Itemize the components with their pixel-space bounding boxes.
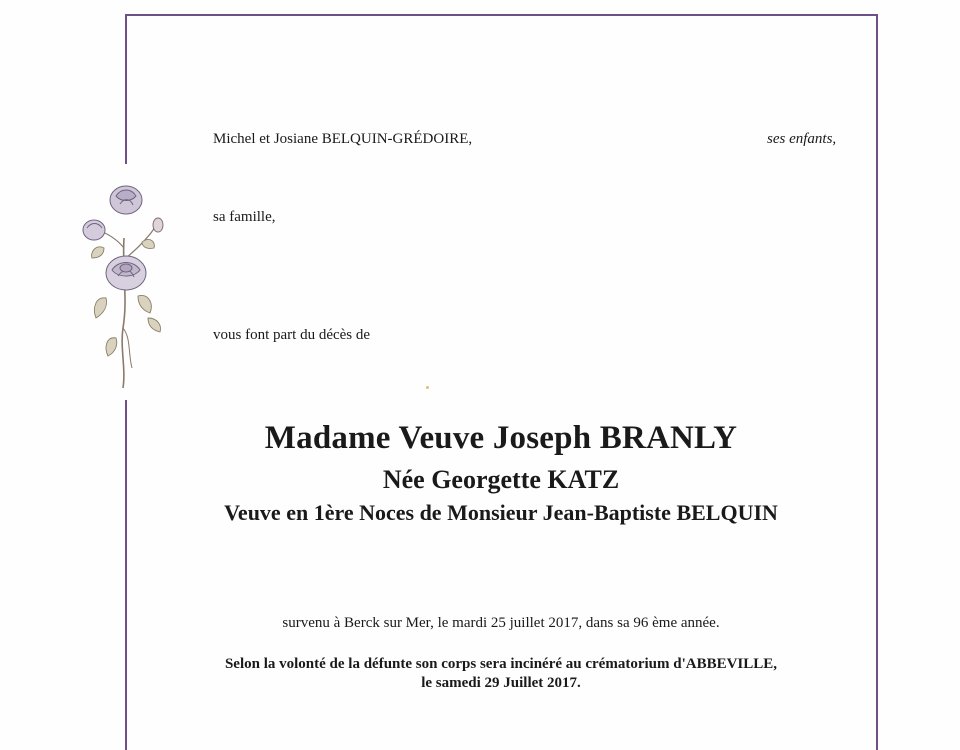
frame-right-border bbox=[876, 14, 878, 750]
cremation-notice bbox=[125, 655, 877, 693]
frame-left-border-upper bbox=[125, 14, 127, 164]
cremation-line-2: le samedi 29 Juillet 2017. bbox=[421, 675, 581, 691]
birth-name: Née Georgette KATZ bbox=[382, 465, 620, 494]
cremation-line-1: Selon la volonté de la défunte son corps sera incinéré au crématorium d'ABBEVILLE, bbox=[224, 656, 778, 672]
widow-note: Veuve en 1ère Noces de Monsieur Jean-Baptiste BELQUIN bbox=[224, 500, 778, 525]
rose-illustration-icon bbox=[76, 178, 176, 393]
announce-line: vous font part du décès de bbox=[213, 327, 371, 343]
frame-top-border bbox=[125, 14, 877, 16]
deceased-name: Madame Veuve Joseph BRANLY bbox=[264, 420, 738, 456]
children-role: ses enfants, bbox=[767, 131, 837, 147]
children-names: Michel et Josiane BELQUIN-GRÉDOIRE, bbox=[213, 131, 473, 147]
paper-speck bbox=[426, 386, 429, 389]
family-line: sa famille, bbox=[213, 209, 276, 225]
death-info: survenu à Berck sur Mer, le mardi 25 juillet 2017, dans sa 96 ème année. bbox=[282, 615, 720, 631]
